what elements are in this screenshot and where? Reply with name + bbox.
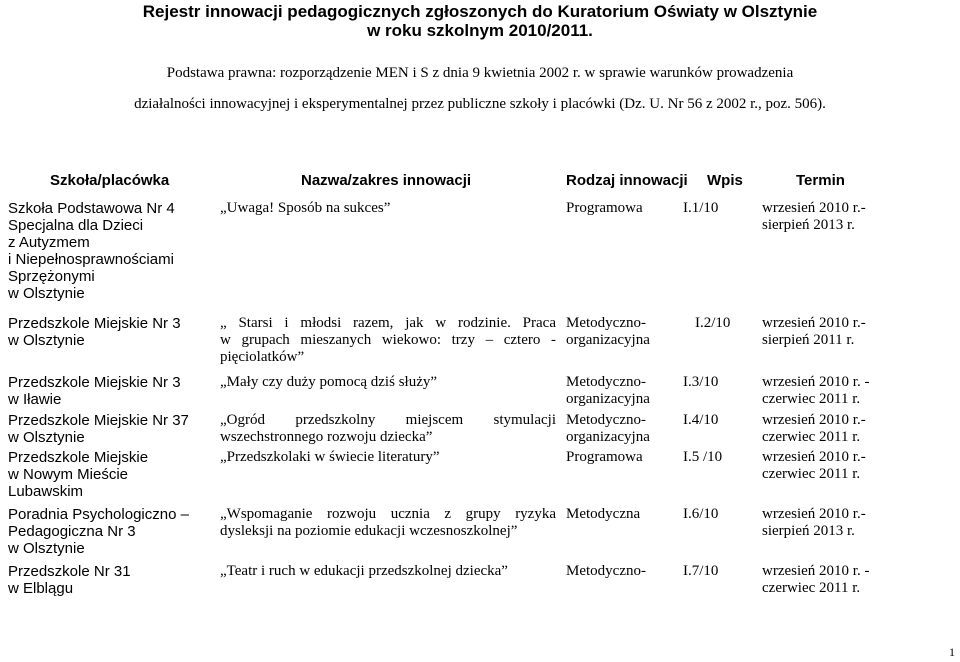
table-row-1-entry: I.1/10 [683,200,719,216]
column-header-entry: Wpis [707,172,743,189]
title-line-2: w roku szkolnym 2010/2011. [367,21,593,40]
table-row-6-entry: I.6/10 [683,506,719,522]
table-row-7-type: Metodyczno- [566,563,646,579]
table-row-6-innovation: „Wspomaganie rozwoju ucznia z grupy ryzyka dysleksji na poziomie edukacji wczesnoszkolnej” [220,506,556,539]
column-header-innovation: Nazwa/zakres innowacji [301,172,472,189]
table-row-1-type: Programowa [566,200,643,216]
legal-basis-line-2: działalności innowacyjnej i eksperymentalnej przez publiczne szkoły i placówki (Dz. U. Nr 56 z 2002 r., poz. 506). [134,96,826,112]
legal-basis [0,58,960,120]
table-row-5-innovation: „Przedszkolaki w świecie literatury” [220,449,440,465]
table-row-6-term: wrzesień 2010 r.- sierpień 2013 r. [762,506,866,539]
table-row-4-innovation: „Ogród przedszkolny miejscem stymulacji wszechstronnego rozwoju dziecka” [220,412,556,445]
table-row-3-entry: I.3/10 [683,374,719,390]
table-row-4-school: Przedszkole Miejskie Nr 37 w Olsztynie [8,412,189,446]
table-row-3-type: Metodyczno- organizacyjna [566,374,650,407]
table-row-5-type: Programowa [566,449,643,465]
table-row-1-term: wrzesień 2010 r.- sierpień 2013 r. [762,200,866,233]
table-row-2-innovation: „ Starsi i młodsi razem, jak w rodzinie. Praca w grupach mieszanych wiekowo: trzy – cztero - pięciolatków” [220,315,556,365]
table-row-3-innovation: „Mały czy duży pomocą dziś służy” [220,374,438,390]
column-header-term: Termin [796,172,845,189]
table-row-2-type: Metodyczno- organizacyjna [566,315,650,348]
table-row-6-type: Metodyczna [566,506,641,522]
table-row-2-term: wrzesień 2010 r.- sierpień 2011 r. [762,315,866,348]
table-row-3-school: Przedszkole Miejskie Nr 3 w Iławie [8,374,181,408]
page-number: 1 [949,645,955,659]
title-line-1: Rejestr innowacji pedagogicznych zgłoszonych do Kuratorium Oświaty w Olsztynie [142,2,818,21]
table-row-5-entry: I.5 /10 [683,449,723,465]
table-row-4-term: wrzesień 2010 r.- czerwiec 2011 r. [762,412,866,445]
table-row-7-entry: I.7/10 [683,563,719,579]
table-row-4-entry: I.4/10 [683,412,719,428]
column-header-school: Szkoła/placówka [50,172,170,189]
document-title [0,2,960,40]
column-header-type: Rodzaj innowacji [566,172,688,189]
table-row-2-entry: I.2/10 [695,315,731,331]
table-row-5-school: Przedszkole Miejskie w Nowym Mieście Lubawskim [8,449,149,500]
table-row-1-school: Szkoła Podstawowa Nr 4 Specjalna dla Dzieci z Autyzmem i Niepełnosprawnościami Sprzężonymi w Olsztynie [8,200,175,302]
table-row-3-term: wrzesień 2010 r. - czerwiec 2011 r. [762,374,870,407]
table-row-7-innovation: „Teatr i ruch w edukacji przedszkolnej dziecka” [220,563,508,579]
legal-basis-line-1: Podstawa prawna: rozporządzenie MEN i S z dnia 9 kwietnia 2002 r. w sprawie warunków prowadzenia [166,65,794,81]
table-row-7-school: Przedszkole Nr 31 w Elblągu [8,563,131,597]
table-row-1-innovation: „Uwaga! Sposób na sukces” [220,200,391,216]
table-row-5-term: wrzesień 2010 r.- czerwiec 2011 r. [762,449,866,482]
table-row-2-school: Przedszkole Miejskie Nr 3 w Olsztynie [8,315,181,349]
table-row-7-term: wrzesień 2010 r. - czerwiec 2011 r. [762,563,870,596]
table-row-4-type: Metodyczno- organizacyjna [566,412,650,445]
table-row-6-school: Poradnia Psychologiczno – Pedagogiczna Nr 3 w Olsztynie [8,506,189,557]
